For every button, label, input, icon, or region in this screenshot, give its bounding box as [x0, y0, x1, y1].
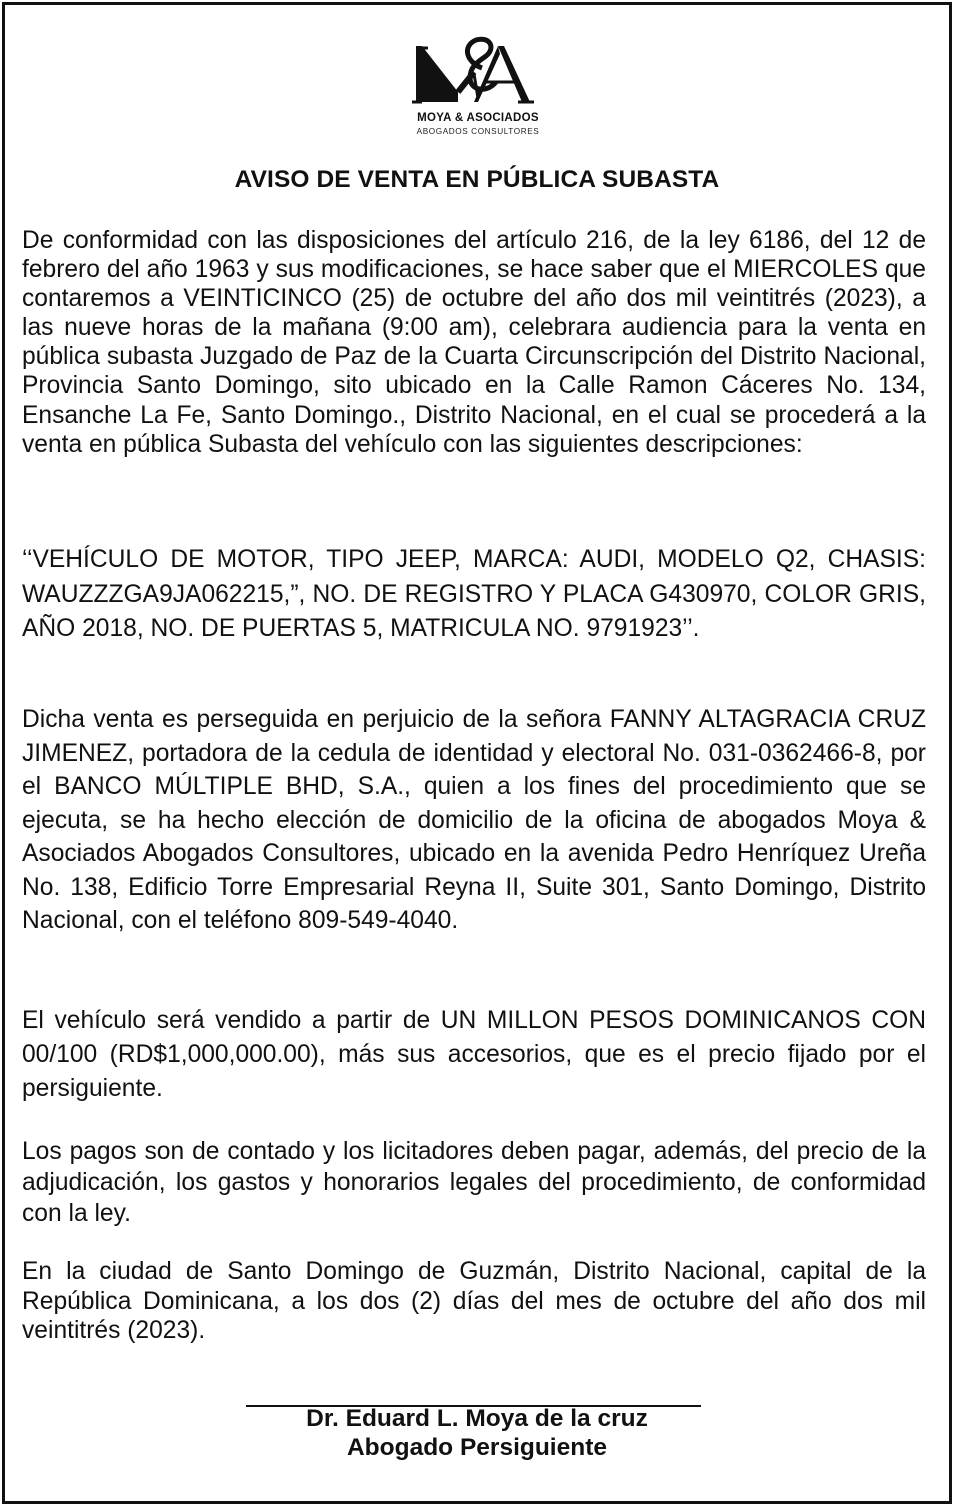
- logo-name: MOYA & ASOCIADOS: [417, 112, 539, 124]
- logo: [378, 32, 578, 144]
- signature-name: Dr. Eduard L. Moya de la cruz: [306, 1405, 648, 1432]
- paragraph-vehicle-description: ‘‘VEHÍCULO DE MOTOR, TIPO JEEP, MARCA: AUDI, MODELO Q2, CHASIS: WAUZZZGA9JA062215,”, NO. DE REGISTRO Y PLACA G430970, COLOR GRIS, AÑO 2018, NO. DE PUERTAS 5, MATRICULA NO. 9791923’’.: [22, 546, 926, 643]
- notice-title: AVISO DE VENTA EN PÚBLICA SUBASTA: [234, 166, 720, 193]
- signature-role: Abogado Persiguiente: [346, 1434, 607, 1461]
- paragraph-payment-terms: Los pagos son de contado y los licitadores deben pagar, además, del precio de la adjudicación, los gastos y honorarios legales del procedimiento, de conformidad con la ley.: [22, 1138, 926, 1227]
- paragraph-place-date: En la ciudad de Santo Domingo de Guzmán, Distrito Nacional, capital de la República Dominicana, a los dos (2) días del mes de octubre del año dos mil veintitrés (2023).: [22, 1258, 926, 1344]
- paragraph-price: El vehículo será vendido a partir de UN MILLON PESOS DOMINICANOS CON 00/100 (RD$1,000,000.00), más sus accesorios, que es el precio fijado por el persiguiente.: [22, 1007, 926, 1102]
- paragraph-legal-basis: De conformidad con las disposiciones del artículo 216, de la ley 6186, del 12 de febrero del año 1963 y sus modificaciones, se hace saber que el MIERCOLES que contaremos a VEINTICINCO (25) de octubre del año dos mil veintitrés (2023), a las nueve horas de la mañana (9:00 am), celebrara audiencia para la venta en pública subasta Juzgado de Paz de la Cuarta Circunscripción del Distrito Nacional, Provincia Santo Domingo, sito ubicado en la Calle Ramon Cáceres No. 134, Ensanche La Fe, Santo Domingo., Distrito Nacional, en el cual se procederá a la venta en pública Subasta del vehículo con las siguientes descripciones:: [22, 227, 926, 458]
- paragraph-debtor: Dicha venta es perseguida en perjuicio de la señora FANNY ALTAGRACIA CRUZ JIMENEZ, portadora de la cedula de identidad y electoral No. 031-0362466-8, por el BANCO MÚLTIPLE BHD, S.A., quien a los fines del procedimiento que se ejecuta, se ha hecho elección de domicilio de la oficina de abogados Moya & Asociados Abogados Consultores, ubicado en la avenida Pedro Henríquez Ureña No. 138, Edificio Torre Empresarial Reyna II, Suite 301, Santo Domingo, Distrito Nacional, con el teléfono 809-549-4040.: [22, 706, 926, 934]
- m-ampersand-a-monogram-icon: [378, 32, 578, 112]
- logo-subtitle: ABOGADOS CONSULTORES: [416, 127, 540, 136]
